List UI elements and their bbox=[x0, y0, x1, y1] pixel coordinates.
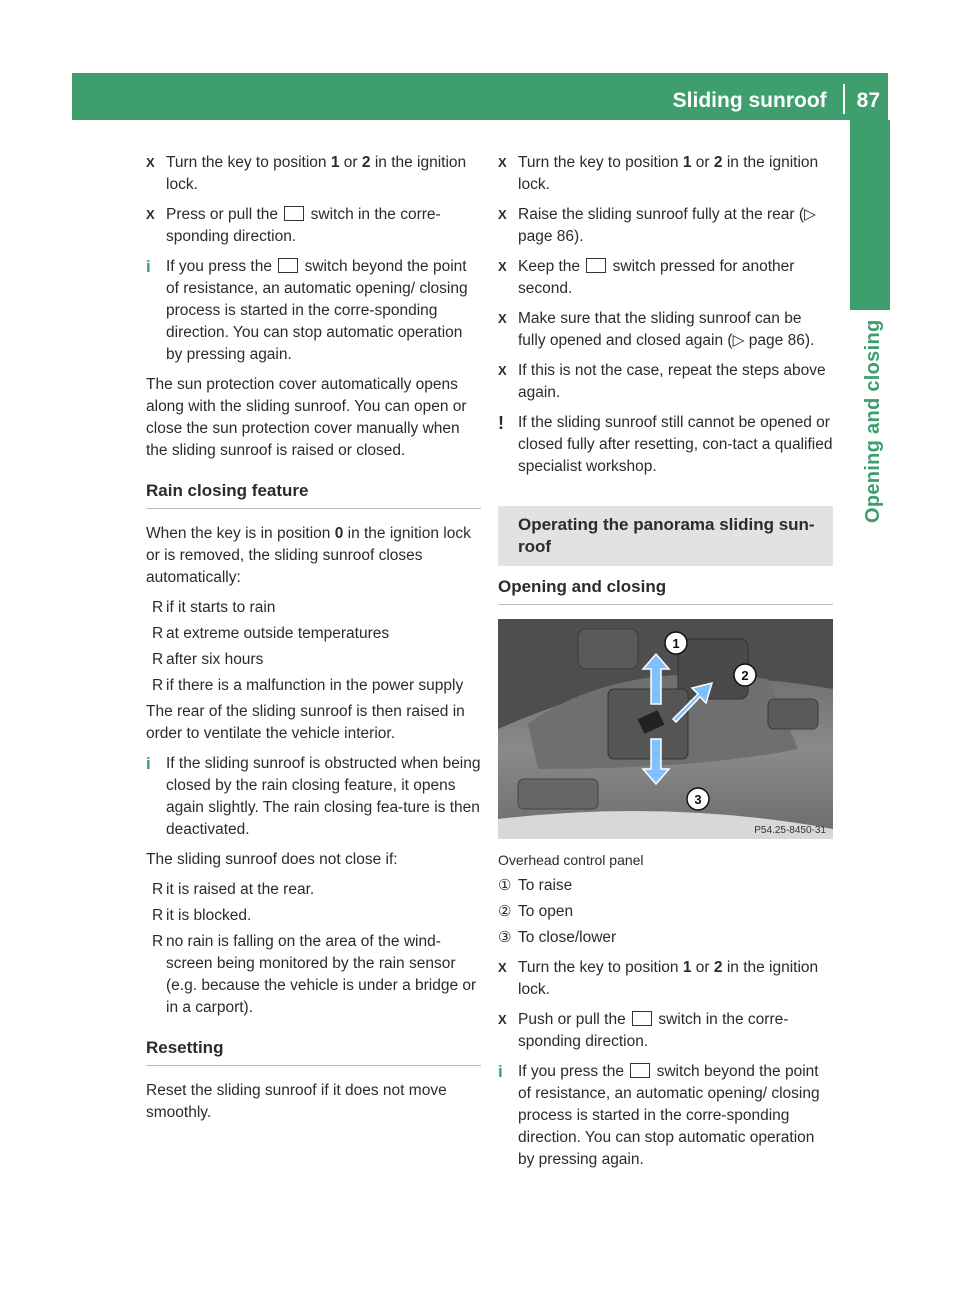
list-item: R if it starts to rain bbox=[146, 597, 481, 619]
side-tab bbox=[850, 120, 890, 310]
instruction-step: X Keep the switch pressed for another second. bbox=[498, 258, 795, 297]
legend-item: ③ To close/lower bbox=[498, 927, 833, 949]
step-arrow-icon: X bbox=[498, 311, 507, 326]
step-arrow-icon: X bbox=[498, 155, 507, 170]
legend-number: ③ bbox=[498, 929, 512, 946]
overhead-control-panel-image bbox=[498, 619, 833, 839]
callout-3: 3 bbox=[694, 792, 702, 807]
info-note: i If the sliding sunroof is obstructed when being closed by the rain closing feature, it opens again slightly. The rain closing fea-ture is then deactivated. bbox=[146, 754, 481, 838]
switch-icon bbox=[632, 1011, 652, 1026]
running-header bbox=[588, 88, 888, 114]
warning-note: ! If the sliding sunroof still cannot be opened or closed fully after resetting, con-tact a qualified specialist workshop. bbox=[498, 413, 833, 475]
figure-caption: Overhead control panel bbox=[498, 852, 644, 868]
legend-number: ① bbox=[498, 877, 512, 894]
step-arrow-icon: X bbox=[146, 155, 155, 170]
instruction-step: X If this is not the case, repeat the steps above again. bbox=[498, 362, 826, 401]
paragraph: When the key is in position 0 in the ignition lock or is removed, the sliding sunroof closes automatically: bbox=[146, 525, 471, 586]
instruction-step: X Turn the key to position 1 or 2 in the ignition lock. bbox=[498, 154, 819, 193]
subsection-heading-opening: Opening and closing bbox=[498, 576, 833, 605]
right-column bbox=[498, 152, 833, 1179]
step-arrow-icon: X bbox=[146, 207, 155, 222]
bullet-icon: R bbox=[152, 933, 164, 950]
paragraph: The sun protection cover automatically opens along with the sliding sunroof. You can open or close the sun protection cover manually when the sliding sunroof is raised or closed. bbox=[146, 376, 467, 459]
step-arrow-icon: X bbox=[498, 259, 507, 274]
bullet-icon: R bbox=[152, 881, 164, 898]
instruction-step: X Turn the key to position 1 or 2 in the ignition lock. bbox=[146, 154, 467, 193]
warning-icon: ! bbox=[498, 413, 504, 433]
step-arrow-icon: X bbox=[498, 363, 507, 378]
list-item: R if there is a malfunction in the power supply bbox=[146, 675, 481, 697]
step-arrow-icon: X bbox=[498, 1012, 507, 1027]
switch-icon bbox=[284, 206, 304, 221]
info-icon: i bbox=[146, 257, 151, 276]
paragraph: The sliding sunroof does not close if: bbox=[146, 851, 398, 868]
list-item: R no rain is falling on the area of the wind-screen being monitored by the rain sensor (e.g. because the vehicle is under a bridge or in a carport). bbox=[152, 933, 477, 1016]
step-arrow-icon: X bbox=[498, 960, 507, 975]
section-heading-rain-closing: Rain closing feature bbox=[146, 480, 481, 509]
list-item: R after six hours bbox=[146, 649, 481, 671]
info-icon: i bbox=[498, 1062, 503, 1081]
control-panel-illustration bbox=[498, 619, 833, 839]
switch-icon bbox=[586, 258, 606, 273]
paragraph: Reset the sliding sunroof if it does not move smoothly. bbox=[146, 1082, 447, 1121]
list-item: R it is blocked. bbox=[146, 905, 481, 927]
section-heading-resetting: Resetting bbox=[146, 1037, 481, 1066]
info-note: i If you press the switch beyond the point of resistance, an automatic opening/ closing process is started in the corre-sponding direction. You can stop automatic operation by pressing again. bbox=[146, 257, 468, 363]
section-title: Sliding sunroof bbox=[672, 89, 827, 112]
chapter-label: Opening and closing bbox=[862, 320, 884, 524]
paragraph: The rear of the sliding sunroof is then raised in order to ventilate the vehicle interior. bbox=[146, 703, 465, 742]
callout-1: 1 bbox=[672, 636, 680, 651]
bullet-icon: R bbox=[152, 677, 164, 694]
left-column bbox=[146, 152, 481, 1132]
switch-icon bbox=[630, 1063, 650, 1078]
instruction-step: X Make sure that the sliding sunroof can be fully opened and closed again (▷ page 86). bbox=[498, 310, 815, 349]
legend-item: ① To raise bbox=[498, 875, 833, 897]
legend-item: ② To open bbox=[498, 901, 833, 923]
bullet-icon: R bbox=[152, 651, 164, 668]
instruction-step: X Push or pull the switch in the corre-sponding direction. bbox=[498, 1011, 789, 1050]
instruction-step: X Turn the key to position 1 or 2 in the ignition lock. bbox=[498, 959, 819, 998]
bullet-icon: R bbox=[152, 625, 164, 642]
figure-code: P54.25-8450-31 bbox=[754, 825, 826, 836]
list-item: R it is raised at the rear. bbox=[146, 879, 481, 901]
instruction-step: X Press or pull the switch in the corre-sponding direction. bbox=[146, 206, 441, 245]
bullet-icon: R bbox=[152, 907, 164, 924]
step-arrow-icon: X bbox=[498, 207, 507, 222]
instruction-step: X Raise the sliding sunroof fully at the rear (▷ page 86). bbox=[498, 206, 816, 245]
switch-icon bbox=[278, 258, 298, 273]
bullet-icon: R bbox=[152, 599, 164, 616]
info-icon: i bbox=[146, 754, 151, 773]
info-note: i If you press the switch beyond the point of resistance, an automatic opening/ closing process is started in the corre-sponding direction. You can stop automatic operation by pressing again. bbox=[498, 1062, 820, 1168]
section-heading-panorama: Operating the panorama sliding sun-roof bbox=[498, 506, 833, 566]
page-number: 87 bbox=[856, 89, 880, 112]
list-item: R at extreme outside temperatures bbox=[146, 623, 481, 645]
callout-2: 2 bbox=[741, 668, 749, 683]
legend-number: ② bbox=[498, 903, 512, 920]
